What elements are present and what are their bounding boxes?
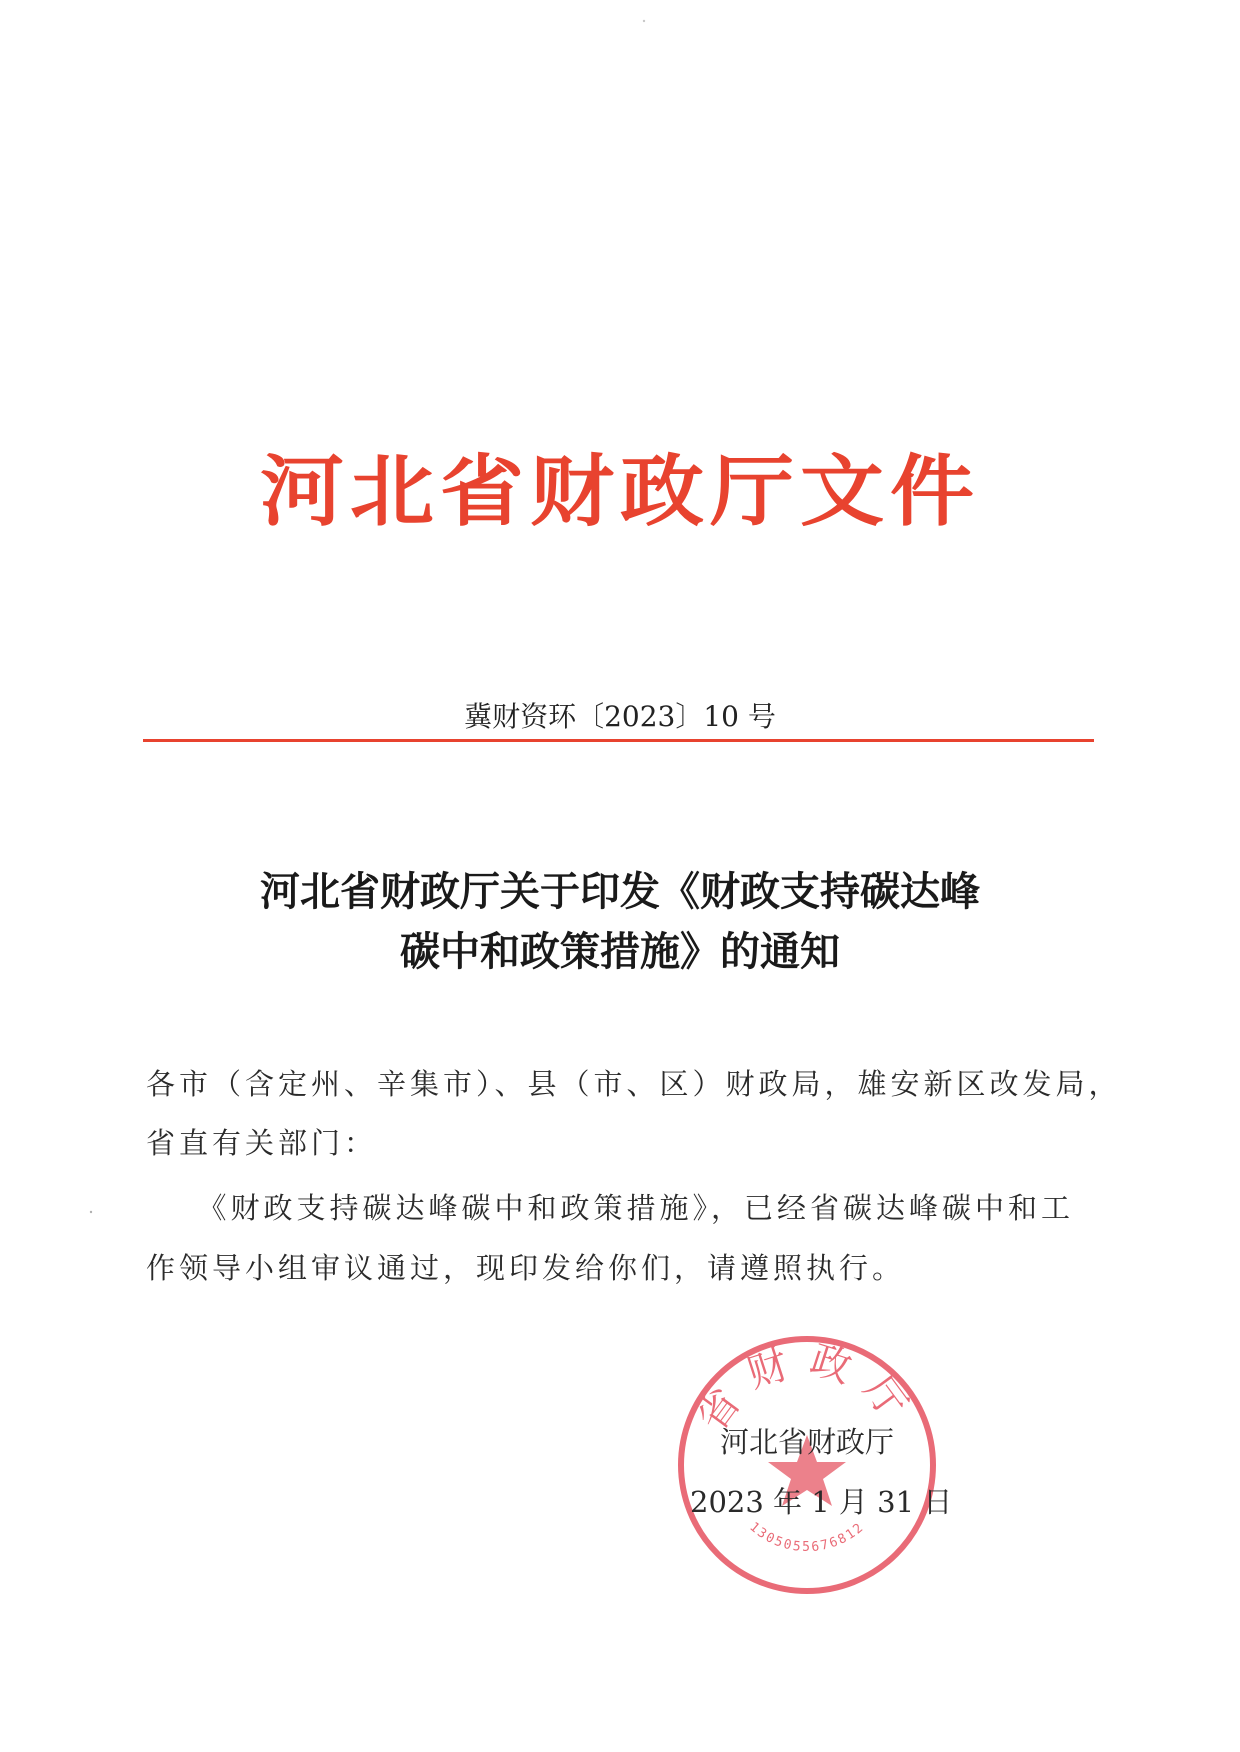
red-separator-line	[143, 739, 1094, 742]
seal-number: 1305055676812	[746, 1519, 868, 1556]
issuer-name: 河北省财政厅	[720, 1425, 895, 1459]
document-title-line-1: 河北省财政厅关于印发《财政支持碳达峰	[260, 868, 980, 915]
document-title	[0, 862, 1240, 982]
recipients-line-1: 各市（含定州、辛集市）、县（市、区）财政局，雄安新区改发局，	[146, 1067, 1122, 1101]
body-paragraph-line-1: 《财政支持碳达峰碳中和政策措施》，已经省碳达峰碳中和工	[146, 1191, 1075, 1225]
document-title-line-2: 碳中和政策措施》的通知	[400, 928, 840, 975]
recipients-line-2: 省直有关部门：	[146, 1126, 378, 1160]
document-number: 冀财资环〔2023〕10 号	[464, 700, 776, 733]
body-paragraph-line-2: 作领导小组审议通过，现印发给你们，请遵照执行。	[146, 1251, 906, 1285]
official-seal-stamp	[672, 1330, 942, 1600]
issue-date: 2023 年 1 月 31 日	[690, 1485, 953, 1519]
masthead-title: 河北省财政厅文件	[259, 445, 980, 537]
seal-text: 省财政厅	[688, 1336, 926, 1441]
